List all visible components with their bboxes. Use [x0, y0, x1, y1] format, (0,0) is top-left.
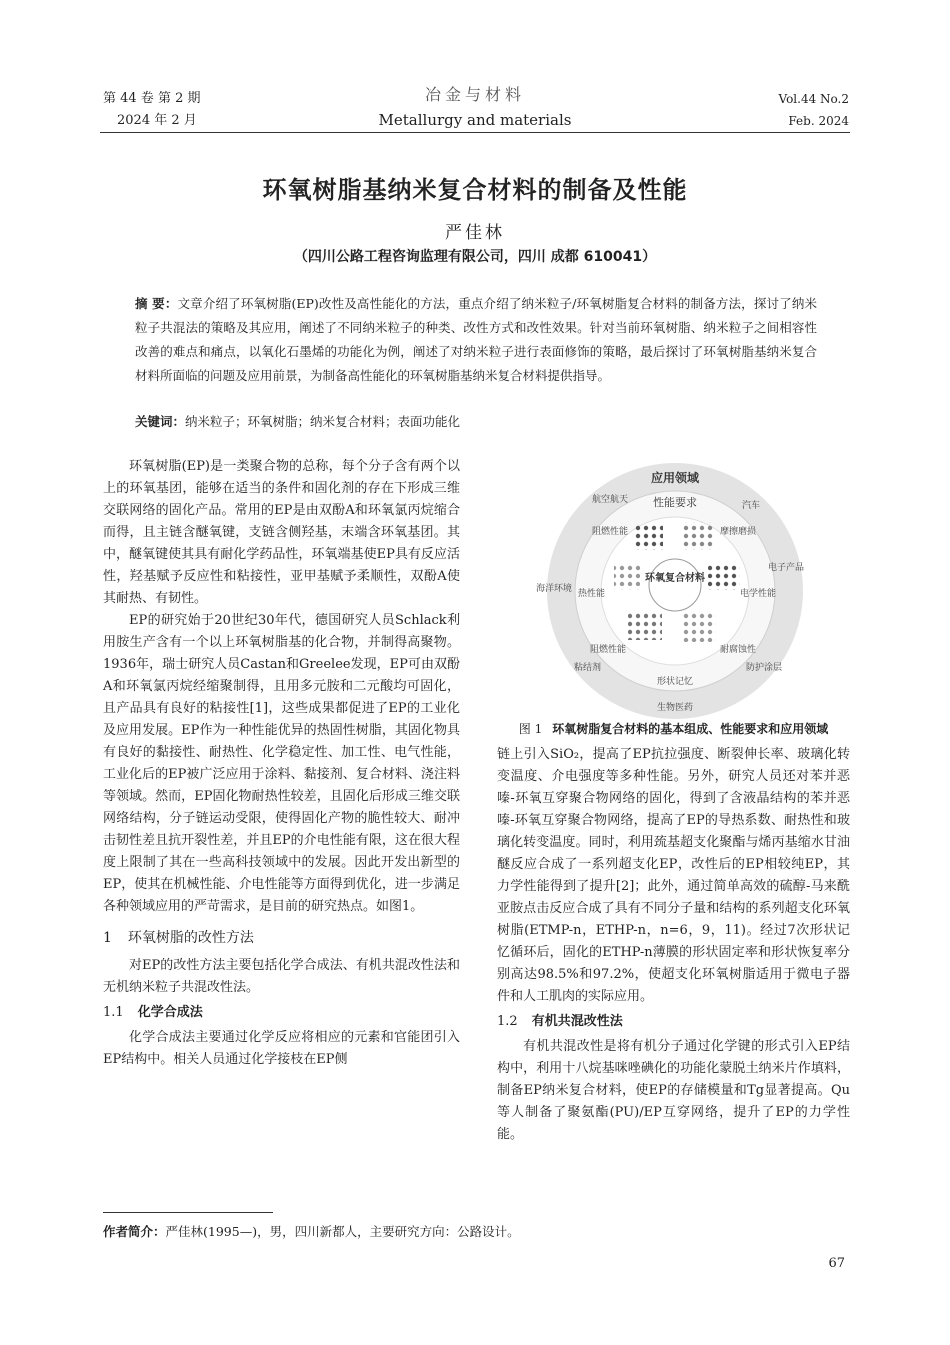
outer-label: 汽车 [742, 501, 761, 511]
page-number: 67 [828, 1256, 845, 1271]
inner-label: 形状记忆 [656, 677, 694, 687]
subsection-heading [497, 1011, 850, 1033]
subsection-number: 1.1 [103, 1005, 124, 1020]
keywords-label: 关键词： [135, 414, 186, 429]
abstract-label: 摘 要： [135, 296, 178, 311]
section-title: 环氧树脂的改性方法 [127, 930, 254, 946]
date-cn: 2024 年 2 月 [117, 113, 197, 128]
molecule-image [628, 612, 662, 640]
section-number: 1 [103, 930, 112, 946]
volume-issue-en: Vol.44 No.2 [778, 92, 849, 106]
date-en: Feb. 2024 [788, 114, 849, 128]
subsection-number: 1.2 [497, 1014, 518, 1029]
volume-issue-cn: 第 44 卷 第 2 期 [103, 91, 201, 106]
outer-label: 防护涂层 [746, 663, 783, 673]
outer-label: 海洋环境 [536, 584, 573, 594]
abstract [135, 292, 817, 388]
author-bio [103, 1222, 520, 1240]
inner-label: 电学性能 [740, 589, 777, 599]
journal-name-cn: 冶金与材料 [424, 85, 525, 104]
outer-label: 航空航天 [592, 495, 629, 505]
author: 严佳林 [445, 223, 505, 243]
subsection-title: 化学合成法 [137, 1005, 203, 1020]
journal-name-en: Metallurgy and materials [378, 111, 572, 129]
paragraph: 有机共混改性是将有机分子通过化学键的形式引入EP结构中，利用十八烷基咪唑碘化的功能化蒙脱土纳米片作填料，制备EP纳米复合材料，使EP的存储模量和Tg显著提高。Qu等人制备了聚氨酯(PU)/EP互穿网络，提升了EP的力学性能。 [497, 1039, 850, 1142]
molecule-image [614, 564, 640, 590]
molecule-image [683, 522, 713, 550]
inner-title: 性能要求 [653, 496, 697, 509]
molecule-image [633, 524, 663, 550]
inner-label: 阻燃性能 [590, 645, 627, 655]
figure-caption [497, 720, 850, 737]
keywords-text: 纳米粒子；环氧树脂；纳米复合材料；表面功能化 [185, 414, 461, 429]
paragraph: 链上引入SiO₂，提高了EP抗拉强度、断裂伸长率、玻璃化转变温度、介电强度等多种性能。另外，研究人员还对苯并恶嗪-环氧互穿聚合物网络的固化，得到了含液晶结构的苯并恶嗪-环氧互穿聚合物网络，提高了EP的导热系数、耐热性和玻璃化转变温度。同时，利用巯基超支化聚酯与烯丙基缩水甘油醚反应合成了一系列超支化EP，改性后的EP相较纯EP，其力学性能得到了提升[2]；此外，通过简单高效的硫醇-马来酰亚胺点击反应合成了具有不同分子量和结构的系列超支化环氧树脂(ETMP-n，ETHP-n，n=6，9，11)。经过7次形状记忆循环后，固化的ETHP-n薄膜的形状固定率和形状恢复率分别高达98.5%和97.2%，使超支化环氧树脂适用于微电子器件和人工肌肉的实际应用。 [497, 747, 850, 1004]
header-rule [100, 132, 850, 133]
figure-1-diagram [530, 460, 820, 722]
outer-label: 电子产品 [768, 563, 805, 573]
paragraph: EP的研究始于20世纪30年代，德国研究人员Schlack利用胺生产含有一个以上环氧树脂基的化合物，并制得高聚物。1936年，瑞士研究人员Castan和Greelee发现，EP可由双酚A和环氧氯丙烷经缩聚制得，且用多元胺和二元酸均可固化，且产品具有良好的粘接性[1]，这些成果都促进了EP的工业化及应用发展。EP作为一种性能优异的热固性树脂，其固化物具有良好的黏接性、耐热性、化学稳定性、加工性、电气性能，工业化后的EP被广泛应用于涂料、黏接剂、复合材料、浇注料等领域。然而，EP固化物耐热性较差，且固化后形成三维交联网络结构，分子链运动受限，使得固化产物的脆性较大、耐冲击韧性差且抗开裂性差，并且EP的介电性能有限，这在很大程度上限制了其在一些高科技领域中的发展。因此开发出新型的EP，使其在机械性能、介电性能等方面得到优化，进一步满足各种领域应用的严苛需求，是目前的研究热点。如图1。 [103, 613, 460, 914]
left-column [103, 456, 460, 1071]
paragraph: 化学合成法主要通过化学反应将相应的元素和官能团引入EP结构中。相关人员通过化学接枝在EP侧 [103, 1030, 460, 1067]
abstract-text: 文章介绍了环氧树脂(EP)改性及高性能化的方法，重点介绍了纳米粒子/环氧树脂复合材料的制备方法，探讨了纳米粒子共混法的策略及其应用，阐述了不同纳米粒子的种类、改性方式和改性效果。针对当前环氧树脂、纳米粒子之间相容性改善的难点和痛点，以氧化石墨烯的功能化为例，阐述了对纳米粒子进行表面修饰的策略，最后探讨了环氧树脂基纳米复合材料所面临的问题及应用前景，为制备高性能化的环氧树脂基纳米复合材料提供指导。 [135, 296, 817, 383]
center-circle [649, 559, 701, 611]
outer-label: 生物医药 [656, 703, 694, 713]
inner-label: 阻燃性能 [592, 527, 629, 537]
figure-caption-text: 环氧树脂复合材料的基本组成、性能要求和应用领域 [552, 722, 829, 736]
section-heading [103, 927, 460, 949]
affiliation: （四川公路工程咨询监理有限公司，四川 成都 610041） [293, 249, 657, 265]
subsection-heading [103, 1002, 460, 1024]
author-bio-label: 作者简介： [103, 1224, 166, 1239]
right-column [497, 744, 850, 1146]
molecule-image [682, 612, 716, 642]
outer-label: 粘结剂 [574, 663, 602, 673]
center-label-line-1: 环氧复合材料 [645, 573, 705, 584]
inner-label: 摩擦磨损 [720, 527, 757, 537]
header-volume-en [779, 88, 850, 132]
paragraph: 环氧树脂(EP)是一类聚合物的总称，每个分子含有两个以上的环氧基团，能够在适当的条件和固化剂的存在下形成三维交联网络的固化产品。常用的EP是由双酚A和环氧氯丙烷缩合而得，且主链含醚氧键，支链含侧羟基，末端含环氧基团。其中，醚氧键使其具有耐化学药品性，环氧端基使EP具有反应活性，羟基赋予反应性和粘接性，亚甲基赋予柔顺性，双酚A使其耐热、有韧性。 [103, 459, 460, 606]
figure-number: 图 1 [518, 722, 543, 736]
keywords [135, 410, 817, 434]
author-bio-text: 严佳林(1995—)，男，四川新都人，主要研究方向：公路设计。 [165, 1224, 520, 1239]
molecule-image [708, 564, 740, 590]
footnote-rule [103, 1212, 273, 1213]
paragraph: 对EP的改性方法主要包括化学合成法、有机共混改性法和无机纳米粒子共混改性法。 [103, 958, 460, 995]
inner-label: 耐腐蚀性 [720, 645, 757, 655]
paper-title: 环氧树脂基纳米复合材料的制备及性能 [262, 176, 688, 204]
outer-title: 应用领域 [650, 471, 700, 485]
subsection-title: 有机共混改性法 [531, 1014, 623, 1029]
inner-label: 热性能 [578, 589, 606, 599]
